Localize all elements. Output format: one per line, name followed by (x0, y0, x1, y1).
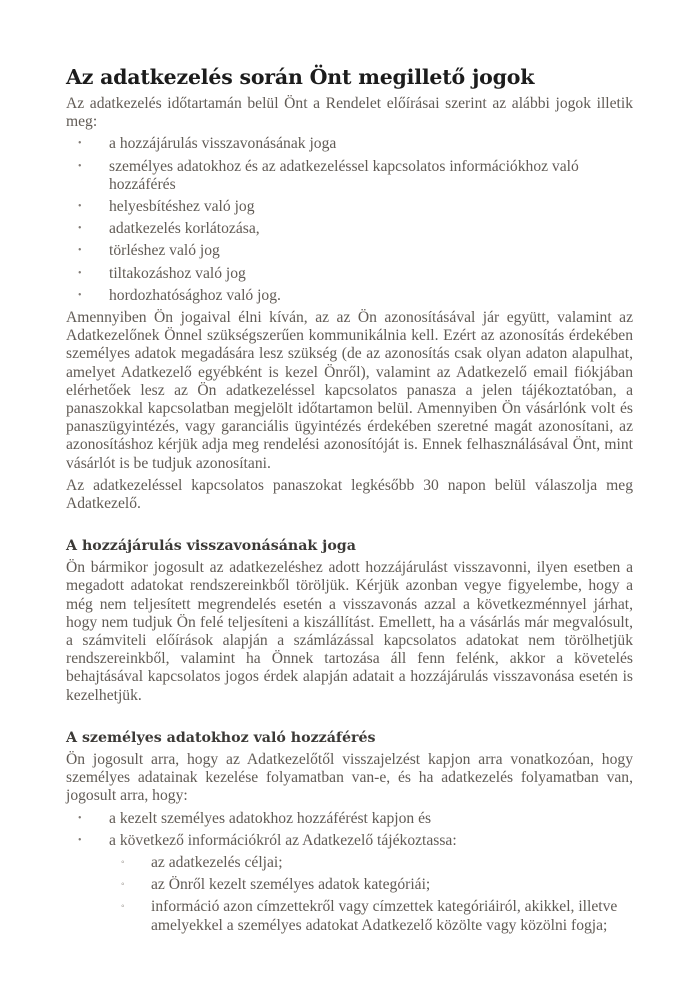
section-heading-access: A személyes adatokhoz való hozzáférés (66, 729, 376, 746)
sub-list-item: ◦ információ azon címzettekről vagy címzettek kategóriáiról, akikkel, illetve amelyekkel a személyes adatokat Adatkezelő közölte vagy közölni fogja; (66, 898, 633, 934)
list-item: • adatkezelés korlátozása, (66, 220, 633, 238)
page-title: Az adatkezelés során Önt megillető jogok (66, 65, 535, 89)
list-item: • hordozhatósághoz való jog. (66, 287, 633, 305)
intro-paragraph: Az adatkezelés időtartamán belül Önt a Rendelet előírásai szerint az alábbi jogok illetik meg: (66, 95, 633, 131)
withdrawal-paragraph: Ön bármikor jogosult az adatkezeléshez adott hozzájárulást visszavonni, ilyen esetben a megadott adatokat rendszereinkből töröljük. Kérjük azonban vegye figyelembe, hogy a még nem teljesített megrendelés esetén a visszavonás azzal a következménnyel járhat, hogy nem tudjuk Ön felé teljesíteni a kiszállítást. Emellett, ha a vásárlás már megvalósult, a számviteli előírások alapján a számlázással kapcsolatos adatokat nem törölhetjük rendszereinkből, valamint ha Önnek tartozása áll fenn felénk, akkor a követelés behajtásával kapcsolatos jogos érdek alapján adatait a hozzájárulás visszavonása esetén is kezelhetjük. (66, 559, 633, 704)
document-page (66, 64, 633, 939)
rights-list (66, 135, 633, 305)
list-item: • tiltakozáshoz való jog (66, 265, 633, 283)
complaints-paragraph: Az adatkezeléssel kapcsolatos panaszokat legkésőbb 30 napon belül válaszolja meg Adatkezelő. (66, 476, 633, 513)
list-item: • törléshez való jog (66, 242, 633, 260)
sub-list-item: ◦ az adatkezelés céljai; (66, 854, 633, 872)
list-item: • a kezelt személyes adatokhoz hozzáférést kapjon és (66, 810, 633, 828)
list-item: • helyesbítéshez való jog (66, 198, 633, 216)
access-list (66, 810, 633, 850)
list-item: • személyes adatokhoz és az adatkezeléssel kapcsolatos információkhoz való hozzáférés (66, 158, 633, 194)
list-item: • a következő információkról az Adatkezelő tájékoztassa: (66, 832, 633, 850)
section-heading-withdrawal: A hozzájárulás visszavonásának joga (66, 538, 356, 555)
access-paragraph: Ön jogosult arra, hogy az Adatkezelőtől visszajelzést kapjon arra vonatkozóan, hogy személyes adatainak kezelése folyamatban van-e, és ha adatkezelés folyamatban van, jogosult arra, hogy: (66, 750, 633, 805)
identification-paragraph: Amennyiben Ön jogaival élni kíván, az az Ön azonosításával jár együtt, valamint az Adatkezelőnek Önnel szükségszerűen kommunikálnia kell. Ezért az azonosítás érdekében személyes adatok megadására lesz szükség (de az azonosítás csak olyan adaton alapulhat, amelyet Adatkezelő egyébként is kezel Önről), valamint az Adatkezelő email fiókjában elérhetőek lesz az Ön adatkezeléssel kapcsolatos panasza a jelen tájékoztatóban, a panaszokkal kapcsolatban megjelölt időtartamon belül. Amennyiben Ön vásárlónk volt és panaszügyintézés, vagy garanciális ügyintézés érdekében szeretné magát azonosítani, az azonosításhoz kérjük adja meg rendelési azonosítóját is. Ennek felhasználásával Önt, mint vásárlót is be tudjuk azonosítani. (66, 309, 633, 472)
list-item: • a hozzájárulás visszavonásának joga (66, 135, 633, 153)
sub-list-item: ◦ az Önről kezelt személyes adatok kategóriái; (66, 876, 633, 894)
access-sublist (66, 854, 633, 935)
